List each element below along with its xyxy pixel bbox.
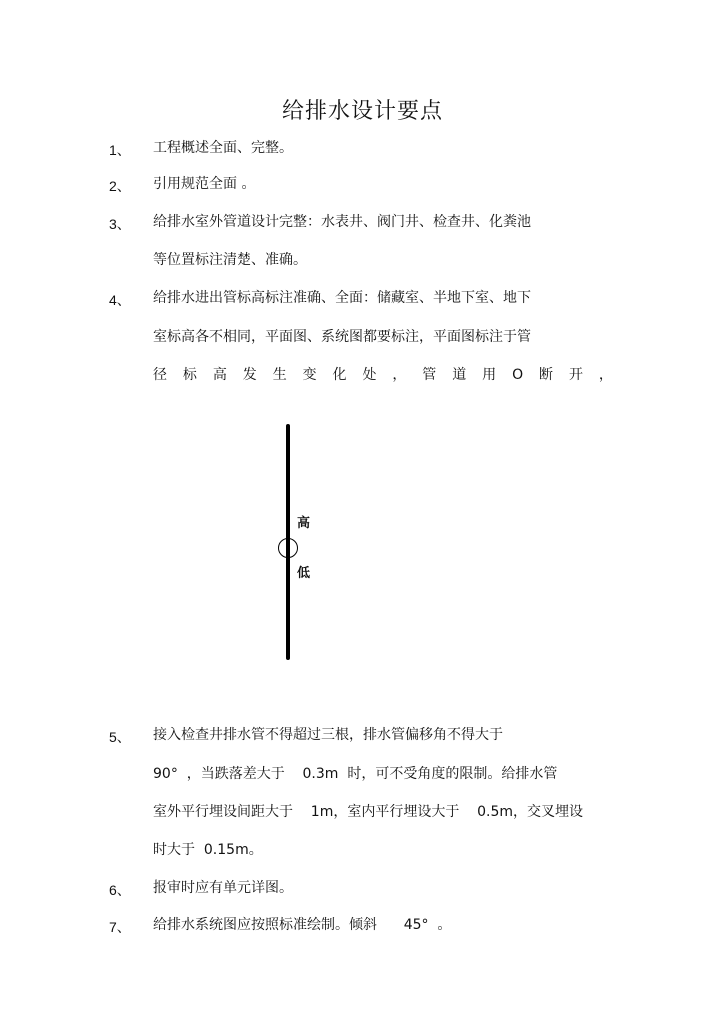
item-4-char: 断 [539,367,554,383]
item-5-line-3: 室外平行埋设间距大于 1m，室内平行埋设大于 0.5m，交叉埋设 [153,804,584,820]
item-4-line-3 [153,366,613,384]
item-1-line-1: 工程概述全面、完整。 [153,140,293,156]
item-4-char: 生 [272,367,287,383]
item-4-char: 化 [332,367,347,383]
item-4-line-1: 给排水进出管标高标注准确、全面：储藏室、半地下室、地下 [153,290,531,306]
item-4-char: 发 [242,367,257,383]
item-2-line-1: 引用规范全面 。 [153,176,256,192]
item-7-number: 7、 [109,919,131,935]
item-5-line-2: 90° ，当跌落差大于 0.3m 时，可不受角度的限制。给排水管 [153,766,558,782]
item-4-char: 道 [452,367,467,383]
item-4-char: O [512,367,524,383]
item-4-char: 开 [568,367,583,383]
break-circle-icon [278,538,298,558]
item-4-char: 变 [302,367,317,383]
item-2-number: 2、 [109,178,131,194]
item-3-number: 3、 [109,216,131,232]
item-4-char: ， [598,367,613,383]
item-5-line-1: 接入检查井排水管不得超过三根，排水管偏移角不得大于 [153,727,503,743]
item-6-line-1: 报审时应有单元详图。 [153,880,293,896]
label-high: 高 [297,516,311,531]
item-4-number: 4、 [109,292,131,308]
item-4-char: ， [392,367,407,383]
page-title: 给排水设计要点 [281,99,443,124]
item-5-line-4: 时大于 0.15m。 [153,842,263,858]
item-4-line-2: 室标高各不相同，平面图、系统图都要标注，平面图标注于管 [153,329,531,345]
item-4-char: 处 [362,367,377,383]
item-4-char: 径 [153,367,167,383]
item-3-line-1: 给排水室外管道设计完整：水表井、阀门井、检查井、化粪池 [153,214,531,230]
item-4-char: 用 [482,367,497,383]
item-7-line-1: 给排水系统图应按照标准绘制。倾斜 45° 。 [153,917,452,933]
item-5-number: 5、 [109,729,131,745]
item-6-number: 6、 [109,882,131,898]
label-low: 低 [297,566,311,581]
item-4-char: 管 [422,367,437,383]
item-3-line-2: 等位置标注清楚、准确。 [153,252,307,268]
item-1-number: 1、 [109,142,131,158]
item-4-char: 标 [182,367,197,383]
item-4-char: 高 [212,367,227,383]
